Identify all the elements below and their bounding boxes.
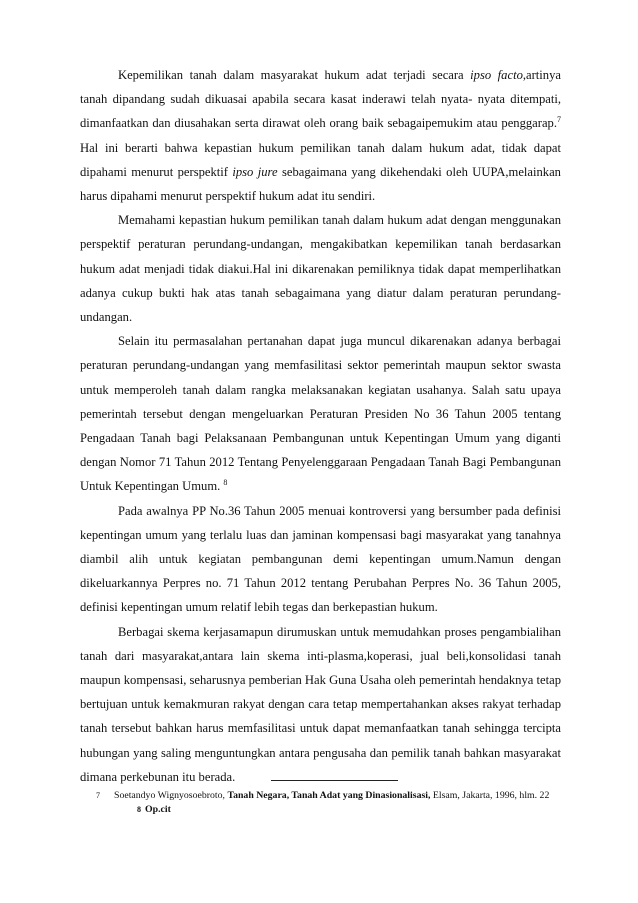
- footnote-author: Soetandyo Wignyosoebroto,: [114, 790, 228, 801]
- italic-term: ipso jure: [232, 164, 278, 179]
- footnote-8: [137, 803, 561, 817]
- footnote-number: 8: [137, 805, 141, 814]
- paragraph-text: Hal ini berarti bahwa kepastian hukum pemilikan tanah dalam hukum adat, tidak dapat dipahami menurut perspektif: [80, 140, 561, 179]
- footnote-title: Tanah Negara, Tanah Adat yang Dinasionalisasi,: [227, 790, 431, 801]
- paragraph-text: sebagaimana yang dikehendaki oleh UUPA,melainkan harus dipahami menurut perspektif hukum adat itu sendiri.: [80, 164, 561, 204]
- footnote-ref-7: 7: [557, 115, 561, 125]
- footnote-divider: [271, 780, 398, 781]
- footnotes: [80, 789, 561, 817]
- italic-term: ipso facto: [470, 68, 523, 82]
- paragraph-4: Pada awalnya PP No.36 Tahun 2005 menuai kontroversi yang bersumber pada definisi kepentingan umum yang terlalu luas dan jaminan kompensasi bagi masyarakat yang tanahnya diambil alih untuk kegiatan pembangunan demi kepentingan umum.Namun dengan dikeluarkannya Perpres no. 71 Tahun 2012 tentang Perubahan Perpres No. 36 Tahun 2005, definisi kepentingan umum relatif lebih tegas dan berkepastian hukum.: [80, 503, 561, 615]
- paragraph-text: ,artinya tanah dipandang sudah dikuasai apabila secara kasat inderawi telah nyata- nyata ditempati, dimanfaatkan dan diusahakan serta dirawat oleh orang baik sebagaipemukim atau penggarap.: [80, 68, 561, 131]
- footnote-7: [80, 789, 561, 803]
- paragraph-text: Kepemilikan tanah dalam masyarakat hukum adat terjadi secara: [118, 68, 471, 82]
- paragraph-3: [80, 329, 561, 498]
- paragraph-1: [80, 63, 561, 208]
- footnote-number: 7: [96, 791, 100, 800]
- footnote-text: Op.cit: [145, 804, 171, 815]
- body-text: [80, 63, 561, 789]
- paragraph-5: Berbagai skema kerjasamapun dirumuskan untuk memudahkan proses pengambialihan tanah dari masyarakat,antara lain skema inti-plasma,koperasi, jual beli,konsolidasi tanah maupun kompensasi, seharusnya pemberian Hak Guna Usaha oleh pemerintah hendaknya tetap bertujuan untuk kemakmuran rakyat dengan cara tetap mempertahankan akses rakyat terhadap tanah tersebut bahkan harus memfasilitasi untuk dapat memanfaatkan tanah sehingga tercipta hubungan yang saling menguntungkan antara pengusaha dan pemilik tanah bahkan masyarakat dimana perkebunan itu berada.: [80, 624, 561, 784]
- footnote-ref-8: 8: [223, 478, 228, 488]
- footnote-citation: Elsam, Jakarta, 1996, hlm. 22: [430, 790, 550, 801]
- paragraph-2: Memahami kepastian hukum pemilikan tanah dalam hukum adat dengan menggunakan perspektif peraturan perundang-undangan, mengakibatkan kepemilikan tanah berdasarkan hukum adat menjadi tidak diakui.Hal ini dikarenakan pemiliknya tidak dapat memperlihatkan adanya cukup bukti hak atas tanah sebagaimana yang diatur dalam peraturan perundang-undangan.: [80, 213, 561, 325]
- paragraph-text: Selain itu permasalahan pertanahan dapat juga muncul dikarenakan adanya berbagai peraturan perundang-undangan yang memfasilitasi sektor pemerintah maupun sektor swasta untuk memperoleh tanah dalam rangka melaksanakan kegiatan usahanya. Salah satu upaya pemerintah tersebut dengan mengeluarkan Peraturan Presiden No 36 Tahun 2005 tentang Pengadaan Tanah bagi Pelaksanaan Pembangunan untuk Kepentingan Umum yang diganti dengan Nomor 71 Tahun 2012 Tentang Penyelenggaraan Pengadaan Tanah Bagi Pembangunan Untuk Kepentingan Umum.: [80, 334, 561, 494]
